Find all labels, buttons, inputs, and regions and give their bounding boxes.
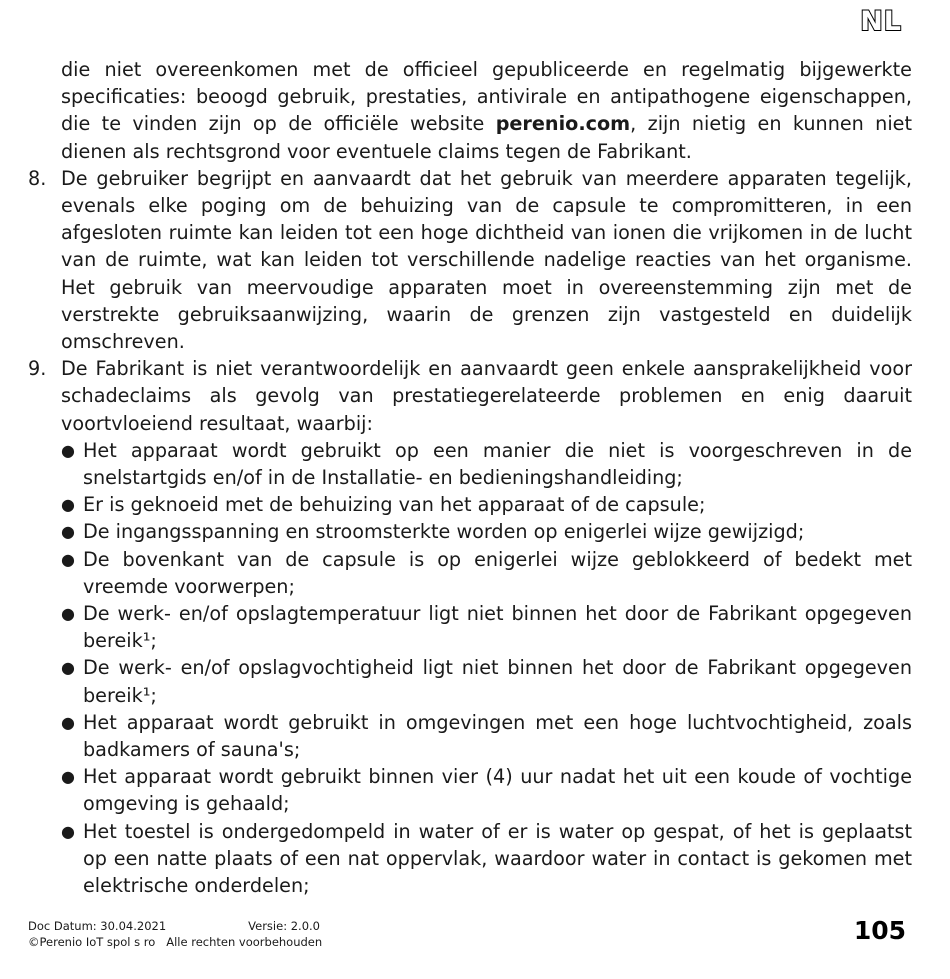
intro-text-after: , zijn nietig en kunnen niet dienen als rechtsgrond voor eventuele claims tegen de Fabrikant. [61,112,913,163]
bullet-icon: ● [61,712,75,732]
bullet-icon: ● [61,549,75,569]
list-item [61,709,912,763]
list-item-text: Het apparaat wordt gebruikt in omgevingen met een hoge luchtvochtigheid, zoals badkamers of sauna's; [83,710,912,762]
list-item [61,654,912,708]
bullet-icon: ● [61,658,75,678]
list-item [61,763,912,817]
bullet-icon: ● [61,604,75,624]
list-item [61,518,912,545]
bullet-icon: ● [61,522,75,542]
list-item [61,546,912,600]
item-text: De Fabrikant is niet verantwoordelijk en aanvaardt geen enkele aansprakelijkheid voor schadeclaims als gevolg van prestatiegerelateerde problemen en enig daaruit voortvloeiend resultaat, waarbij: [61,357,912,435]
list-item [61,600,912,654]
list-item-text: De ingangsspanning en stroomsterkte worden op enigerlei wijze gewijzigd; [83,520,805,544]
doc-date: Doc Datum: 30.04.2021 [28,919,167,933]
page-number: 105 [853,916,906,945]
numbered-item-8 [28,165,912,355]
copyright: ©Perenio IoT spol s ro Alle rechten voorbehouden [28,935,323,949]
list-item-text: Het toestel is ondergedompeld in water of er is water op gespat, of het is geplaatst op een natte plaats of een nat oppervlak, waardoor water in contact is gekomen met elektrische onderdelen; [83,819,912,898]
footer-row-doc [28,918,322,934]
item-number: 8. [28,166,47,190]
list-item-text: De werk- en/of opslagtemperatuur ligt niet binnen het door de Fabrikant opgegeven bereik¹; [83,602,912,653]
item-number: 9. [28,357,47,381]
doc-version: Versie: 2.0.0 [248,919,320,933]
numbered-item-9 [28,355,912,437]
item-text: De gebruiker begrijpt en aanvaardt dat het gebruik van meerdere apparaten tegelijk, evenals elke poging om de behuizing van de capsule te compromitteren, in een afgesloten ruimte kan leiden tot een hoge dichtheid van ionen die vrijkomen in de lucht van de ruimte, wat kan leiden tot verschillende nadelige reacties van het organisme. Het gebruik van meervoudige apparaten moet in overeenstemming zijn met de verstrekte gebruiksaanwijzing, waarin de grenzen zijn vastgesteld en duidelijk omschreven. [61,166,912,354]
list-item-text: Het apparaat wordt gebruikt op een manier die niet is voorgeschreven in de snelstartgids en/of in de Installatie- en bedieningshandleiding; [83,438,912,490]
list-item-text: De werk- en/of opslagvochtigheid ligt niet binnen het door de Fabrikant opgegeven bereik¹; [83,656,912,707]
intro-text-before: die niet overeenkomen met de officieel gepubliceerde en regelmatig bijgewerkte specificaties: beoogd gebruik, prestaties, antivirale en antipathogene eigenschappen, die te vinden zijn op de officiële website [61,58,912,136]
bullet-icon: ● [61,767,75,787]
bullet-icon: ● [61,495,75,515]
document-body [28,56,912,899]
list-item-text: De bovenkant van de capsule is op enigerlei wijze geblokkeerd of bedekt met vreemde voorwerpen; [83,547,912,598]
list-item-text: Er is geknoeid met de behuizing van het apparaat of de capsule; [83,493,706,517]
bullet-list [28,437,912,899]
list-item-text: Het apparaat wordt gebruikt binnen vier (4) uur nadat het uit een koude of vochtige omgeving is gehaald; [83,765,912,816]
bullet-icon: ● [61,821,75,841]
bullet-icon: ● [61,440,75,460]
website-link[interactable]: perenio.com [495,112,631,136]
intro-paragraph [28,56,912,165]
list-item [61,437,912,491]
list-item [61,818,912,900]
footer-info [28,918,322,950]
list-item [61,491,912,518]
language-badge: NL [860,6,902,37]
